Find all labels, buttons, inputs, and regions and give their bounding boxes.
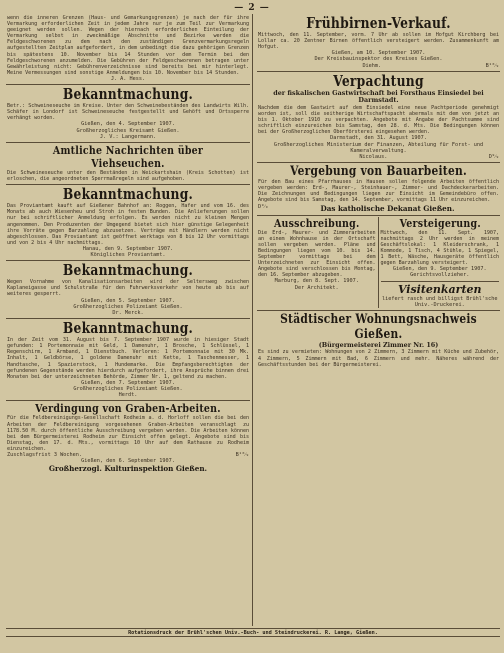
notice-text: Für den Bau eines Pfarrhauses in Hausen sollen folgende Arbeiten öffentlich vergeben werden: Erd-, Maurer-, Steinhauer-, Zimmer- und Dachdeckerarbeiten. Die Zeichnungen und Bedingungen liegen zur Einsicht im Gemeindebüro offen. Angebote sind bis Samstag, den 14. September, vormittags 11 Uhr einzureichen.	[258, 179, 499, 204]
notice-meta	[258, 154, 499, 160]
notice-authority: Der Architekt.	[294, 284, 339, 291]
notice-proviantamt	[6, 185, 250, 261]
notice-title: Amtliche Nachrichten über Viehseuchen.	[52, 143, 204, 171]
notice-date: Gießen, den 4. September 1907.	[81, 121, 175, 128]
notice-text: In der Zeit vom 31. August bis 7. September 1907 wurde in hiesiger Stadt gefunden: 1 Portemonnaie mit Geld, 1 Damenuhr, 1 Brosche, 1 Schlüssel, 1 Regenschirm, 1 Armband, 1 Dienstbuch. Verloren: 1 Portemonnaie mit 30 Mk. Inhalt, 1 Geldbörse, 1 goldene Damenuhr mit Kette, 1 Taschenmesser, 1 Handtasche, 1 Spazierstock, 1 Hundemarke. Die Empfangsberechtigten der gefundenen Gegenstände werden hierdurch aufgefordert, ihre Ansprüche binnen drei Monaten bei der unterzeichneten Behörde, Zimmer Nr. 1, geltend zu machen.	[7, 337, 249, 380]
notice-text: Mittwoch, den 11. Sept. 1907, nachmittags 2 Uhr werden in meinem Geschäftslokal: 1 Kleiderschrank, 1 Kommode, 1 Tisch, 4 Stühle, 1 Spiegel, 1 Bett, Wäsche, Hausgeräte öffentlich gegen Barzahlung versteigert.	[380, 229, 499, 267]
intro-signature: J. A. Hess.	[110, 75, 146, 82]
visitenkarten-ad	[381, 281, 500, 308]
notice-wohnungsnachweis	[257, 311, 500, 370]
notice-signer: Gerichtsvollzieher.	[410, 272, 470, 279]
notice-date: Hanau, den 9. September 1907.	[82, 245, 174, 252]
notice-title: Bekanntmachung.	[62, 185, 194, 204]
notice-text: Die Erd-, Maurer- und Zimmerarbeiten an einem Wohnhause in der Ortschaft sollen vergeben werden. Pläne und Bedingungen liegen vom 10. bis 14. September vormittags bei dem Unterzeichneten zur Einsicht offen. Angebote sind verschlossen bis Montag, den 16. September abzugeben.	[258, 229, 376, 279]
notice-text: Mittwoch, den 11. September, vorm. 7 Uhr ab sollen im Hofgut Kirchberg bei Lollar ca. 20 Zentner Birnen öffentlich versteigert werden. Zusammenkunft am Hofgut.	[258, 32, 499, 51]
visitenkarten-text: liefert rasch und billigst Brühl'sche Univ.-Druckerei.	[381, 295, 498, 308]
notice-text: Die Schweineseuche unter den Beständen in Weickartshain (Kreis Schotten) ist erloschen, die angeordneten Sperrmaßregeln sind aufgehoben.	[7, 170, 249, 183]
notice-deadline: Zuschlagsfrist 3 Wochen.	[7, 452, 82, 458]
notice-bauarbeiten	[257, 163, 500, 215]
notice-text: Das Proviantamt kauft auf Gießener Bahnhof an: Roggen, Hafer und vom 16. des Monats ab auch Wiesenheu und Stroh in festen Bunden. Die Anlieferungen sollen nur bei schriftlicher Anmeldung erfolgen. Es werden nicht zu kleinen Mengen angenommen. Den Produzenten der Umgegend bietet sich hier günstige Gelegenheit ihre Vorräte gegen Barzahlung abzusetzen. Verträge mit Händlern werden nicht abgeschlossen. Das Proviantamt ist geöffnet werktags von 8 bis 12 Uhr vormittags und von 2 bis 4 Uhr nachmittags.	[7, 203, 249, 246]
column-divider	[252, 14, 253, 626]
notice-authority: Der Kreisbauinspektor des Kreises Gießen.	[314, 56, 443, 63]
notice-versteigerung	[379, 217, 500, 308]
notice-schweineseuche	[6, 85, 250, 143]
notice-text: Wegen Vornahme von Kanalisationsarbeiten wird der Seltersweg zwischen Kaplaneigasse und Schulstraße für den Fuhrwerksverkehr von heute ab bis auf weiteres gesperrt.	[7, 279, 249, 298]
notice-title: Versteigerung.	[399, 215, 481, 230]
notice-meta	[258, 63, 499, 69]
notice-title: Städtischer Wohnungsnachweis Gießen.	[280, 311, 477, 342]
notice-title: Bekanntmachung.	[62, 85, 194, 104]
notice-title: Bekanntmachung.	[62, 261, 194, 280]
notice-code: B¹⁰⁄₉	[485, 62, 499, 69]
intro-notice	[6, 14, 250, 85]
page-number: — 2 —	[234, 3, 270, 13]
notice-viehseuchen	[6, 143, 250, 185]
left-column	[6, 14, 250, 626]
notice-signer: Herdt.	[118, 392, 138, 399]
notice-date: Gießen, den 9. September 1907.	[392, 266, 487, 273]
notice-date: Gießen, den 5. September 1907.	[81, 297, 175, 304]
notice-text: Nachdem die dem Gastwirt auf dem Einsiedel eine neue Pachtperiode genehmigt worden ist, soll die seitherige Wirtschaftspacht abermals mit dem von jetzt an bis 1. Oktober 1910 zu verpachten. Angebote mit Angabe der Pachtsumme sind schriftlich einzureichen bis Samstag, den 28. d. Mts. Die Bedingungen können bei der Großherzoglichen Oberförsterei eingesehen werden.	[258, 104, 499, 136]
notice-date: Gießen, den 7. September 1907.	[81, 379, 175, 386]
intro-text: wenn die inneren Grenzen (Haus- und Gemarkungsgrenzen) je nach der für ihre Vermarkung erforderlichen Zeit in jedem Jahre nur je zum Teil zur Vermarkung geeignet werden sollen. Wegen der hiernach erforderlichen Einteilung der Vermarkung selbst in zweckmäßige Abschnitte und Bezirke werden die Feldgeschworenen zu dem nach den zuständigen Grenzvermarkungsregeln aufgestellten Zeitplan aufgefordert, in dem unbedingt die dazu gehörigen Grenzen bis spätestens 10. November bis 14 Stunden vor dem Termin bei den Feldgeschworenen anzumelden. Die Gebühren der Feldgeschworenen betragen unter Gewährleistung nicht: Gebührenverzeichnisse sind bereits bei mir hinterlegt. Meine Vermessungen sind sonstige Anmeldungen bis 10. November bis 14 Stunden.	[7, 15, 249, 76]
notice-authority: Großherzogliches Ministerium der Finanzen, Abteilung für Forst- und Kameralverwaltung.	[273, 141, 484, 154]
notice-date: Gießen, den 6. September 1907.	[81, 458, 175, 465]
notice-kanalisation	[6, 261, 250, 319]
notice-subtitle: der fiskalischen Gastwirtschaft bei Forsthaus Einsiedel bei Darmstadt.	[273, 88, 484, 105]
notice-authority: Das katholische Dekanat Gießen.	[320, 203, 455, 213]
notice-pair-row	[258, 217, 499, 308]
notice-title: Verpachtung	[333, 71, 424, 90]
visitenkarten-title: Visitenkarten	[397, 282, 482, 296]
notice-graben-arbeiten	[6, 401, 250, 475]
notice-signer: Dr. Merck.	[112, 309, 144, 316]
notice-text: Für die Feldbereinigungs-Gesellschaft Rodheim a. d. Horloff sollen die bei den Arbeiten der Feldbereinigung vorgesehenen Graben-Arbeiten veranschlagt zu 1178.50 M. durch öffentliche Ausschreibung vergeben werden. Die Arbeiten können bei dem Bürgermeisterei Rodheim zur Einsicht offen gelegt. Angebote sind bis Dienstag, den 17. d. Mts., vormittags 10 Uhr auf dem Rathause zu Rodheim einzureichen.	[7, 415, 249, 452]
notice-authority: Großherzogl. Kulturinspektion Gießen.	[48, 464, 208, 474]
right-column	[257, 14, 500, 626]
printer-footer: Rotationsdruck der Brühl'schen Univ.-Buch- und Steindruckerei. R. Lange, Gießen.	[6, 628, 500, 637]
notice-ausschreibung	[258, 217, 379, 308]
notice-signer: Diehm.	[362, 62, 382, 69]
notice-authority: Großherzogliches Polizeiamt Gießen.	[73, 303, 183, 310]
notice-date: Marburg, den 8. Sept. 1907.	[274, 278, 359, 285]
notice-date: Darmstadt, den 31. August 1907.	[330, 135, 427, 142]
notice-signer: Nicolaus.	[359, 153, 388, 160]
notice-date: Gießen, am 10. September 1907.	[331, 50, 426, 57]
notice-code: B¹⁰⁄₉	[235, 452, 249, 458]
notice-pair	[257, 216, 500, 311]
notice-title: Frühbirnen-Verkauf.	[306, 14, 451, 32]
notice-fruehbirnen	[257, 14, 500, 72]
notice-authority: Großherzogliches Polizeiamt Gießen.	[73, 386, 183, 393]
notice-signer: J. V.: Langermann.	[99, 133, 157, 140]
notice-title: Ausschreibung.	[273, 215, 360, 230]
notice-authority: Königliches Proviantamt.	[90, 252, 166, 259]
notice-text: Betr.: Schweineseuche im Kreise. Unter den Schweinebeständen des Landwirts Wilh. Schäfer in Londorf ist Schweineseuche festgestellt und Gehöft und Ortssperre verhängt worden.	[7, 103, 249, 122]
notice-code: D⁹⁄₉	[258, 203, 269, 210]
notice-code: D⁹⁄₉	[488, 153, 499, 160]
notice-title: Verdingung von Graben-Arbeiten.	[35, 401, 221, 416]
notice-title: Vergebung von Bauarbeiten.	[290, 164, 467, 180]
notice-subtitle: (Bürgermeisterei Zimmer Nr. 16)	[318, 340, 439, 349]
notice-text: Es sind zu vermieten: Wohnungen von 2 Zimmern, 3 Zimmern mit Küche und Zubehör, 4 Zimmern, 5 Zimmern mit Bad, 6 Zimmern und mehr. Näheres während der Geschäftsstunden bei der Bürgermeisterei.	[258, 349, 499, 368]
notice-meta	[258, 204, 499, 213]
notice-title: Bekanntmachung.	[62, 319, 194, 338]
notice-fundsachen	[6, 319, 250, 401]
notice-authority: Großherzogliches Kreisamt Gießen.	[76, 127, 180, 134]
notice-verpachtung	[257, 72, 500, 163]
